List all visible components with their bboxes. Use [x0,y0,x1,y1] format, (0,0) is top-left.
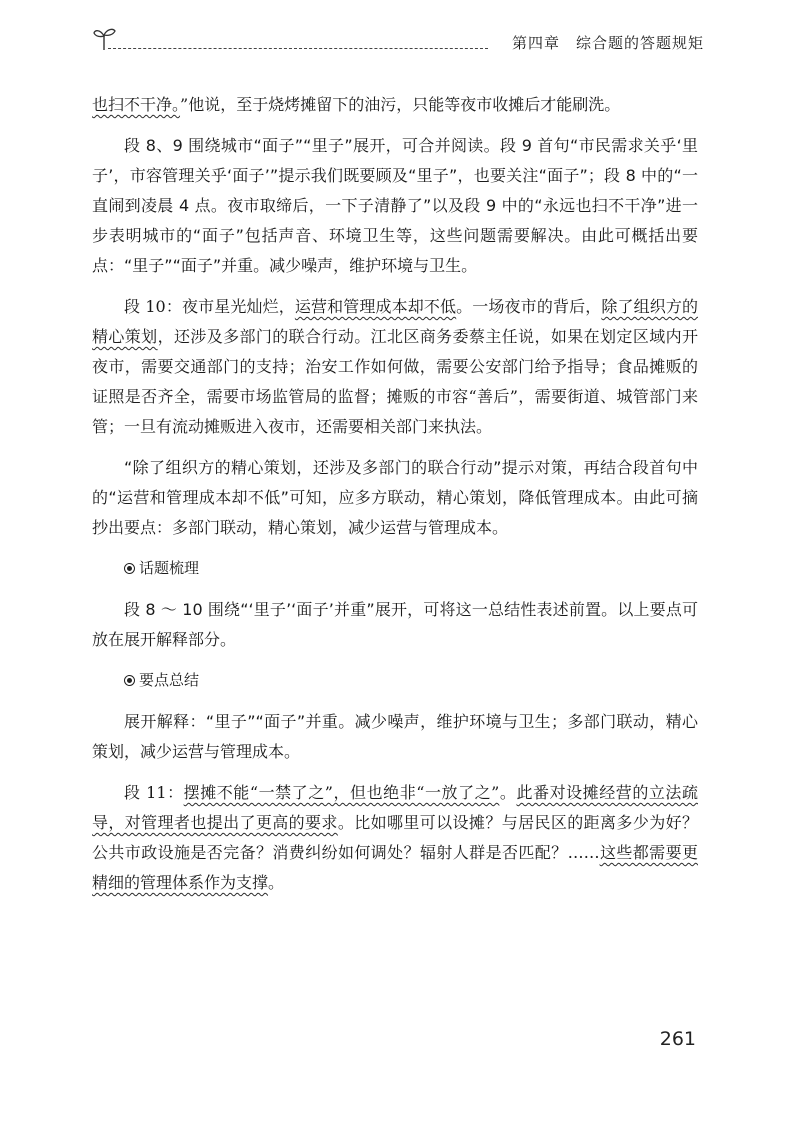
paragraph-analysis-8-9 [92,131,698,281]
paragraph-quote-10 [92,292,698,442]
paragraph-topic [92,595,698,655]
underlined-phrase: 摆摊不能“一禁了之”，但也绝非“一放了之” [183,783,500,802]
paragraph-text: 。一场夜市的背后， [456,297,602,316]
underlined-phrase: 也扫不干净。 [92,95,181,114]
paragraph-text: 段 11： [124,783,184,802]
paragraph-analysis-10 [92,453,698,543]
heading-label: 话题梳理 [139,559,200,577]
heading-label: 要点总结 [139,671,200,689]
paragraph-text: ”他说，至于烧烤摊留下的油污，只能等夜市收摊后才能刷洗。 [180,95,621,114]
page-header [92,26,704,54]
paragraph-text: 段 8 ～ 10 围绕“‘里子’‘面子’并重”展开，可将这一总结性表述前置。以上要点可放在展开解释部分。 [92,600,698,649]
bullet-icon [124,563,135,574]
underlined-phrase: 此番对设摊经营的立法疏导，对管理者也提出了更高的要求 [92,783,698,832]
paragraph-text: 。比如哪里可以设摊？与居民区的距离多少为好？公共市政设施是否完备？消费纠纷如何调处？辐射人群是否匹配？…… [92,813,698,862]
paragraph-text: 段 8、9 围绕城市“面子”“里子”展开，可合并阅读。段 9 首句“市民需求关乎‘里子’，市容管理关乎‘面子’”提示我们既要顾及“里子”，也要关注“面子”；段 8 中的“一直闹到凌晨 4 点。夜市取缔后，一下子清静了”以及段 9 中的“永远也扫不干净”进一步表明城市的“面子”包括声音、环境卫生等，这些问题需要解决。由此可概括出要点：“里子”“面子”并重。减少噪声，维护环境与卫生。 [92,136,698,275]
underlined-phrase: 除了组织方的精心策划 [92,297,698,346]
section-heading-summary [92,666,698,694]
header-rule [108,48,488,49]
underlined-phrase: 运营和管理成本却不低 [294,297,457,316]
paragraph-quote-11 [92,778,698,898]
paragraph-continued [92,90,698,120]
chapter-title: 综合题的答题规矩 [575,34,704,52]
paragraph-text: ，还涉及多部门的联合行动。江北区商务委蔡主任说，如果在划定区域内开夜市，需要交通部门的支持；治安工作如何做，需要公安部门给予指导；食品摊贩的证照是否齐全，需要市场监管局的监督；摊贩的市容“善后”，需要街道、城管部门来管；一旦有流动摊贩进入夜市，还需要相关部门来执法。 [92,327,698,436]
paragraph-text: 。 [499,783,517,802]
bullet-icon [124,675,135,686]
chapter-label: 第四章 [511,34,560,52]
header-title [512,32,704,53]
paragraph-text: 展开解释：“里子”“面子”并重。减少噪声，维护环境与卫生；多部门联动，精心策划，减少运营与管理成本。 [92,712,698,761]
paragraph-text: 段 10：夜市星光灿烂， [124,297,295,316]
section-heading-topic [92,554,698,582]
underlined-phrase: 这些都需要更精细的管理体系作为支撑 [92,843,698,892]
paragraph-text: “除了组织方的精心策划，还涉及多部门的联合行动”提示对策，再结合段首句中的“运营和管理成本却不低”可知，应多方联动，精心策划，降低管理成本。由此可摘抄出要点：多部门联动，精心策划，减少运营与管理成本。 [92,458,698,537]
page-body [92,90,698,909]
page-number: 261 [659,1028,696,1050]
paragraph-text: 。 [268,873,285,892]
paragraph-summary [92,707,698,767]
